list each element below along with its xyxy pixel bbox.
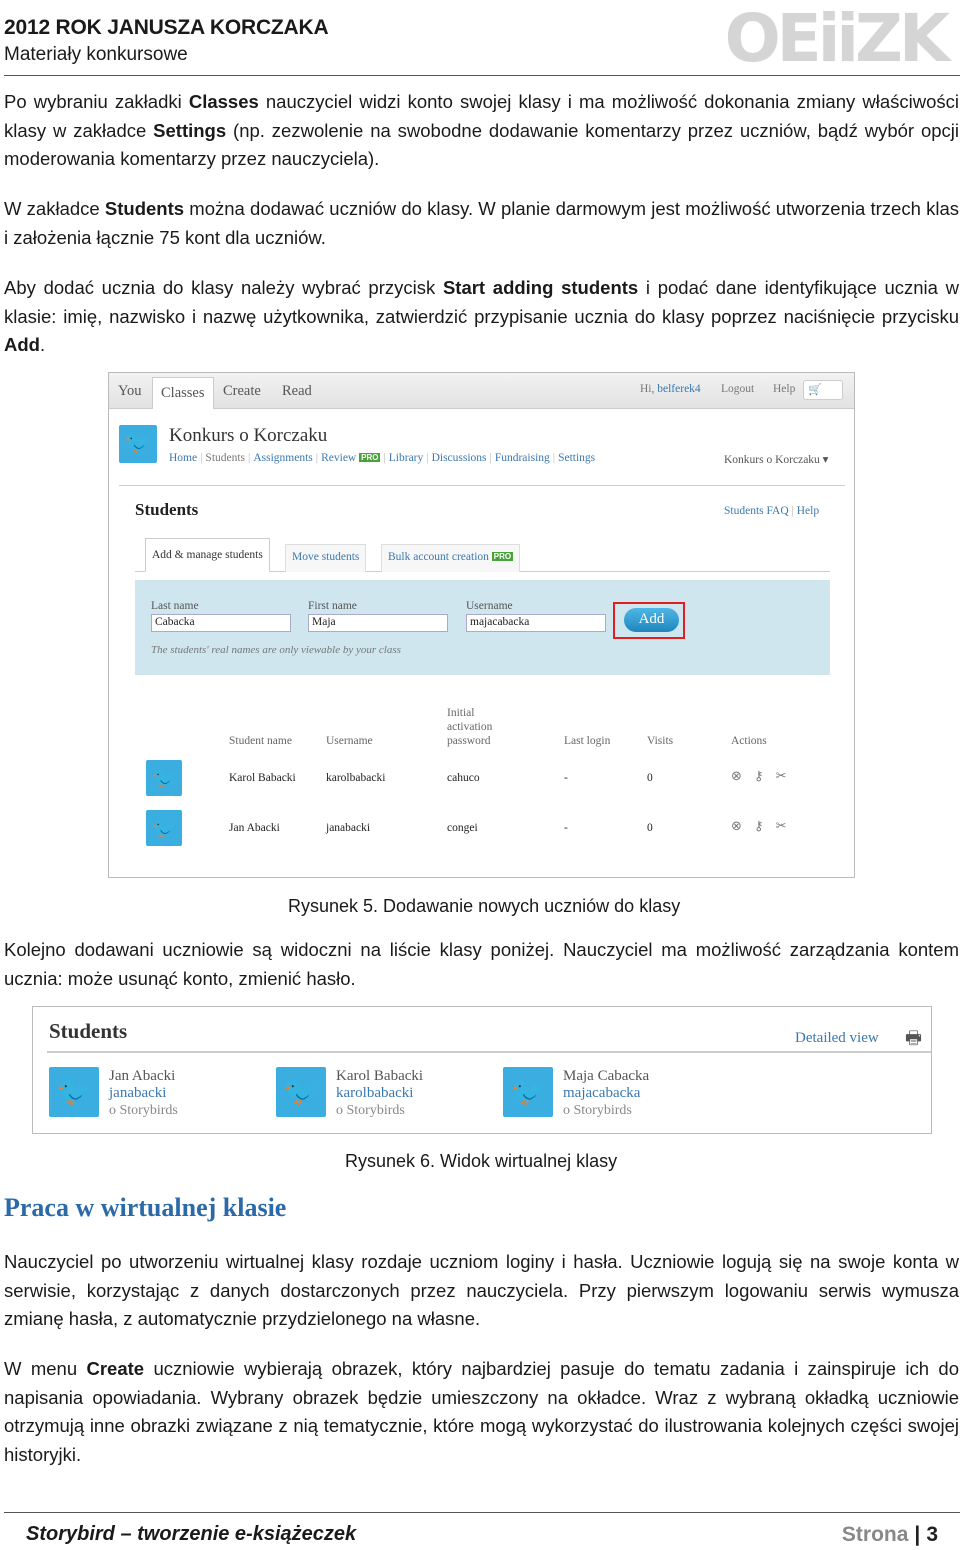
- tab-add-manage[interactable]: Add & manage students: [145, 538, 270, 572]
- row1-name: Karol Babacki: [229, 772, 296, 784]
- bold-start-adding: Start adding students: [442, 277, 639, 298]
- pro-badge: PRO: [361, 453, 379, 462]
- username-label: Username: [466, 600, 513, 612]
- add-button[interactable]: Add: [624, 608, 679, 632]
- nav-create[interactable]: Create: [223, 383, 261, 399]
- page-label: Strona: [841, 1523, 909, 1546]
- nav-classes[interactable]: Classes: [152, 377, 214, 409]
- card1-name: Jan Abacki: [109, 1068, 176, 1084]
- pro-badge: PRO: [493, 552, 512, 561]
- row2-password: congei: [447, 822, 478, 834]
- row2-visits: 0: [647, 822, 653, 834]
- panel-help-link[interactable]: Help: [796, 505, 820, 517]
- th-last-login: Last login: [564, 735, 611, 747]
- class-nav-review[interactable]: Review: [321, 452, 357, 464]
- page-header: [4, 0, 960, 77]
- header-title: 2012 ROK JANUSZA KORCZAKA: [4, 16, 329, 39]
- class-nav: Home | Students | Assignments | Review PRO | Library | Discussions | Fundraising | Settings: [169, 452, 596, 464]
- bold-students: Students: [104, 198, 185, 219]
- row1-password: cahuco: [447, 772, 480, 784]
- privacy-hint: The students' real names are only viewable by your class: [151, 644, 401, 656]
- row1-action-icons[interactable]: ⊗ ⚷ ✂: [731, 769, 791, 784]
- logout-link[interactable]: Logout: [721, 383, 755, 395]
- class-selector[interactable]: Konkurs o Korczaku ▾: [724, 454, 829, 466]
- students-tabs: [135, 532, 830, 572]
- username-input[interactable]: majacabacka: [466, 614, 606, 632]
- student-avatar-icon: 🐦: [49, 1067, 99, 1117]
- card3-user[interactable]: majacabacka: [563, 1085, 641, 1101]
- section-heading: Praca w wirtualnej klasie: [4, 1193, 287, 1222]
- footer-title: Storybird – tworzenie e-książeczek: [26, 1523, 357, 1545]
- text: można dodawać uczniów do klasy. W planie darmowym jest możliwość utworzenia trzech klas i założenia łącznie 75 kont dla uczniów.: [4, 198, 959, 248]
- tab-bulk-label: Bulk account creation: [388, 551, 489, 563]
- class-bird-icon: 🐦: [119, 425, 157, 463]
- paragraph-classes: [4, 88, 959, 174]
- class-nav-settings[interactable]: Settings: [558, 452, 596, 464]
- student-avatar-icon: 🐦: [146, 810, 182, 846]
- print-icon[interactable]: 🖶: [905, 1028, 922, 1049]
- text: W menu: [4, 1358, 87, 1379]
- text: uczniowie wybierają obrazek, który najbardziej pasuje do tematu zadania i zainspiruje ich do napisania opowiadania. Wybrany obrazek będzie umieszczony na okładce. Wraz z wybraną okładką uczniowie otrzymują inne obrazki związane z nią tematycznie, które mogą wykorzystać do ilustrowania kolejnych części swojej historyjki.: [4, 1358, 959, 1465]
- card1-user[interactable]: janabacki: [109, 1085, 167, 1101]
- page-number-value: 3: [926, 1523, 938, 1546]
- panel-links: Students FAQ | Help: [724, 505, 820, 517]
- row1-last-login: -: [564, 772, 568, 784]
- th-actions: Actions: [731, 735, 767, 747]
- class-nav-fundraising[interactable]: Fundraising: [494, 452, 550, 464]
- header-subtitle: Materiały konkursowe: [4, 44, 188, 65]
- row2-action-icons[interactable]: ⊗ ⚷ ✂: [731, 819, 791, 834]
- paragraph-students: [4, 195, 959, 252]
- paragraph-list: Kolejno dodawani uczniowie są widoczni na liście klasy poniżej. Nauczyciel ma możliwość zarządzania kontem ucznia: może usunąć konto, zmienić hasło.: [4, 939, 959, 989]
- paragraph-logins: Nauczyciel po utworzeniu wirtualnej klasy rozdaje uczniom loginy i hasła. Uczniowie logują się na swoje konta w serwisie, korzystając z danych dostarczonych przez nauczyciela. Przy pierwszym logowaniu serwis wymusza zmianę hasła, z automatycznie przydzielonego na własne.: [4, 1251, 959, 1329]
- th-username: Username: [326, 735, 373, 747]
- text: Aby dodać ucznia do klasy należy wybrać przycisk: [4, 277, 443, 298]
- top-nav-bar: [109, 373, 854, 409]
- oeiizk-logo: OEiiZK: [724, 0, 946, 77]
- student-avatar-icon: 🐦: [146, 760, 182, 796]
- class-nav-assignments[interactable]: Assignments: [253, 452, 313, 464]
- first-name-input[interactable]: Maja: [308, 614, 448, 632]
- text: .: [39, 334, 46, 355]
- paragraph-create: [4, 1355, 959, 1469]
- tab-bulk-creation[interactable]: [381, 544, 520, 572]
- class-nav-students[interactable]: Students: [205, 452, 246, 464]
- bold-classes: Classes: [188, 91, 259, 112]
- row1-username: karolbabacki: [326, 772, 386, 784]
- th-password: Initial activation password: [447, 707, 493, 747]
- greeting: [640, 383, 701, 395]
- students-faq-link[interactable]: Students FAQ: [724, 505, 789, 517]
- class-title: Konkurs o Korczaku: [169, 425, 328, 446]
- row2-name: Jan Abacki: [229, 822, 280, 834]
- text: nauczyciel widzi konto swojej klasy i ma możliwość dokonania zmiany właściwości klasy w zakładce: [4, 91, 959, 141]
- tab-move-students[interactable]: Move students: [285, 544, 366, 572]
- th-student-name: Student name: [229, 735, 292, 747]
- page-separator: |: [914, 1523, 921, 1546]
- student-avatar-icon: 🐦: [503, 1067, 553, 1117]
- user-link[interactable]: belferek4: [657, 383, 701, 395]
- class-nav-home[interactable]: Home: [169, 452, 198, 464]
- text: (np. zezwolenie na swobodne dodawanie komentarzy przez uczniów, bądź wybór opcji moderowania komentarzy przez nauczyciela).: [4, 119, 959, 169]
- student-avatar-icon: 🐦: [276, 1067, 326, 1117]
- screenshot-add-students: [108, 372, 855, 878]
- card2-user[interactable]: karolbabacki: [336, 1085, 414, 1101]
- th-visits: Visits: [647, 735, 674, 747]
- last-name-input[interactable]: Cabacka: [151, 614, 291, 632]
- divider: [47, 1051, 931, 1053]
- last-name-label: Last name: [151, 600, 199, 612]
- figure-5-caption: Rysunek 5. Dodawanie nowych uczniów do klasy: [288, 896, 681, 916]
- page-number: [842, 1523, 938, 1547]
- nav-read[interactable]: Read: [282, 383, 312, 399]
- students-panel: [119, 485, 845, 873]
- figure-6-caption: Rysunek 6. Widok wirtualnej klasy: [345, 1151, 618, 1171]
- panel-title: Students: [135, 500, 199, 519]
- detailed-view-link[interactable]: Detailed view: [795, 1030, 879, 1046]
- class-nav-discussions[interactable]: Discussions: [431, 452, 487, 464]
- class-nav-library[interactable]: Library: [388, 452, 424, 464]
- bold-add: Add: [4, 334, 40, 355]
- card3-site: o Storybirds: [563, 1103, 632, 1118]
- row1-visits: 0: [647, 772, 653, 784]
- cart-icon[interactable]: 🛒: [803, 380, 843, 400]
- card2-site: o Storybirds: [336, 1103, 405, 1118]
- add-student-form: [135, 580, 830, 675]
- ss2-title: Students: [49, 1019, 128, 1043]
- first-name-label: First name: [308, 600, 357, 612]
- card3-name: Maja Cabacka: [563, 1068, 650, 1084]
- text: i podać dane identyfikujące ucznia w klasie: imię, nazwisko i nazwę użytkownika, zatwierdzić przypisanie ucznia do klasy poprzez naciśnięcie przycisku: [4, 277, 959, 327]
- paragraph-adding: [4, 274, 959, 360]
- nav-you[interactable]: You: [118, 383, 142, 399]
- screenshot-virtual-class: [32, 1006, 932, 1134]
- bold-settings: Settings: [153, 119, 227, 141]
- row2-username: janabacki: [326, 822, 371, 834]
- page-footer: [4, 1512, 960, 1546]
- text: Po wybraniu zakładki: [4, 91, 189, 112]
- card1-site: o Storybirds: [109, 1103, 178, 1118]
- row2-last-login: -: [564, 822, 568, 834]
- bold-create: Create: [86, 1358, 145, 1379]
- text: W zakładce: [4, 198, 105, 219]
- greeting-text: Hi,: [640, 383, 655, 395]
- help-link[interactable]: Help: [773, 383, 796, 395]
- card2-name: Karol Babacki: [336, 1068, 424, 1084]
